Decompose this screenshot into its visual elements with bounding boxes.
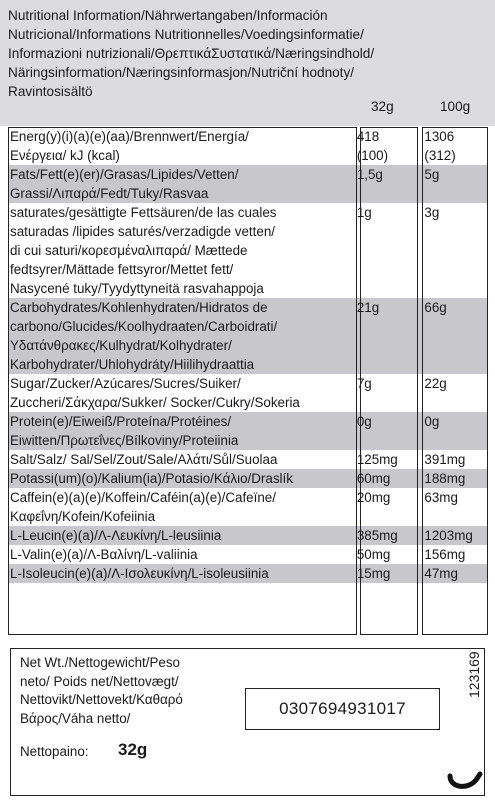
nettopaino-label: Nettopaino: — [20, 744, 89, 759]
net-weight-line: neto/ Poids net/Nettovægt/ — [20, 673, 179, 689]
value-per-serving-line: 20mg — [356, 490, 391, 505]
heading-line: Informazioni nutrizionali/ΘρεπτικάΣυστατικά/Næringsindhold/ — [8, 46, 375, 61]
net-weight-line: Nettovikt/Nettovekt/Καθαρό — [20, 692, 183, 707]
value-per-serving-line: 50mg — [356, 547, 391, 562]
nutrient-label-line: di cui saturi/κορεσμέναλιπαρά/ Mættede — [10, 243, 248, 258]
value-per-100g-line: 156mg — [424, 547, 466, 562]
value-per-serving-line: 385mg — [356, 528, 398, 543]
net-weight-line: Net Wt./Nettogewicht/Peso — [20, 655, 181, 670]
nutrient-label-line: Υδατάνθρακες/Kulhydrat/Kolhydrater/ — [10, 338, 232, 353]
value-per-100g-line: 1306 — [424, 129, 455, 144]
heading-line: Nutritional Information/Nährwertangaben/Información — [8, 8, 328, 23]
value-per-100g-line: 3g — [424, 205, 440, 220]
nutrient-label-line: Ενέργεια/ kJ (kcal) — [10, 148, 120, 163]
value-per-serving-line: 418 — [356, 129, 380, 144]
nutrient-label-line: carbono/Glucides/Koolhydraaten/Carboidrati/ — [10, 319, 278, 334]
nutrient-label-line: Καφεΐνη/Kofein/Kofeiinia — [10, 509, 156, 524]
value-per-serving-line: 0g — [356, 414, 372, 429]
barcode-number-box — [245, 688, 440, 730]
value-per-100g-line: 5g — [424, 167, 440, 182]
column-header-100g: 100g — [440, 99, 471, 114]
value-per-100g-line: (312) — [424, 148, 456, 163]
nutrient-label-line: saturates/gesättigte Fettsäuren/de las cuales — [10, 205, 277, 220]
hanger-hook-icon — [446, 770, 486, 792]
nutrient-label-line: Karbohydrater/Uhlohydráty/Hiilihydraattia — [10, 357, 255, 372]
value-per-serving-line: (100) — [356, 148, 389, 163]
heading-line: Näringsinformation/Næringsinformasjon/Nutriční hodnoty/ — [8, 65, 355, 80]
nutrition-heading — [8, 6, 478, 101]
column-header-32g: 32g — [371, 99, 394, 114]
nutrient-label-line: Salt/Salz/ Sal/Sel/Zout/Sale/Αλάτι/Sůl/Suolaa — [10, 452, 278, 467]
net-weight-section — [0, 640, 495, 800]
heading-line: Ravintosisältö — [8, 84, 93, 99]
nutrient-label-line: Eiwitten/Πρωτεΐνες/Bílkoviny/Proteiinia — [10, 433, 239, 448]
value-per-100g-line: 66g — [424, 300, 447, 315]
lot-code: 123169 — [466, 651, 482, 698]
nutrient-label-line: saturadas /lipides saturés/verzadigde vetten/ — [10, 224, 275, 239]
value-per-serving-line: 7g — [356, 376, 372, 391]
value-per-100g-line: 22g — [424, 376, 447, 391]
nutrient-label-line: Caffein(e)(a)(e)/Koffein/Caféin(a)(e)/Cafeïne/ — [10, 490, 276, 505]
nutrient-label-line: fedtsyrer/Mättade fettsyror/Mettet fett/ — [10, 262, 234, 277]
value-per-serving-line: 125mg — [356, 452, 398, 467]
nutrient-label-line: L-Valin(e)(a)/Λ-Βαλίνη/L-valiinia — [10, 547, 198, 562]
nutrient-label-line: Carbohydrates/Kohlenhydraten/Hidratos de — [10, 300, 268, 315]
nutrient-label-line: Zuccheri/Σάκχαρα/Sukker/ Socker/Cukry/Sokeria — [10, 395, 300, 410]
value-per-serving-line: 21g — [356, 300, 380, 315]
per-serving-column-border — [360, 127, 418, 635]
heading-line: Nutricional/Informations Nutritionnelles/Voedingsinformatie/ — [8, 27, 364, 42]
nutrient-label-line: Fats/Fett(e)(er)/Grasas/Lipides/Vetten/ — [10, 167, 239, 182]
nutrient-label-line: L-Leucin(e)(a)/Λ-Λευκίνη/L-leusiinia — [10, 528, 222, 543]
value-per-serving-line: 1,5g — [356, 167, 383, 182]
value-per-100g-line: 188mg — [424, 471, 466, 486]
nutrient-label-line: Energ(y)(i)(a)(e)(aa)/Brennwert/Energía/ — [10, 129, 249, 144]
barcode-number: 0307694931017 — [279, 699, 406, 718]
nutrient-label-line: Protein(e)/Eiweiß/Proteína/Protéines/ — [10, 414, 232, 429]
value-per-100g-line: 391mg — [424, 452, 466, 467]
nutrient-label-line: Sugar/Zucker/Azúcares/Sucres/Suiker/ — [10, 376, 241, 391]
net-weight-label — [20, 654, 183, 728]
per-100g-column-border — [422, 127, 488, 635]
value-per-serving-line: 60mg — [356, 471, 391, 486]
value-per-100g-line: 1203mg — [424, 528, 473, 543]
value-per-serving-line: 1g — [356, 205, 372, 220]
label-column-border — [8, 127, 357, 635]
nutrient-label-line: Nasycené tuky/Tyydyttyneitä rasvahappoja — [10, 281, 264, 296]
nutrient-label-line: L-Isoleucin(e)(a)/Λ-Ισολευκίνη/L-isoleusiinia — [10, 566, 269, 581]
nutrient-label-line: Potassi(um)(o)/Kalium(ia)/Potasio/Κάλιο/Draslík — [10, 471, 293, 486]
value-per-100g-line: 47mg — [424, 566, 458, 581]
value-per-100g-line: 0g — [424, 414, 440, 429]
net-weight-line: Βάρος/Váha netto/ — [20, 710, 131, 726]
nutrient-label-line: Grassi/Λιπαρά/Fedt/Tuky/Rasvaa — [10, 186, 209, 201]
net-weight-value: 32g — [118, 740, 148, 759]
value-per-serving-line: 15mg — [356, 566, 391, 581]
value-per-100g-line: 63mg — [424, 490, 458, 505]
